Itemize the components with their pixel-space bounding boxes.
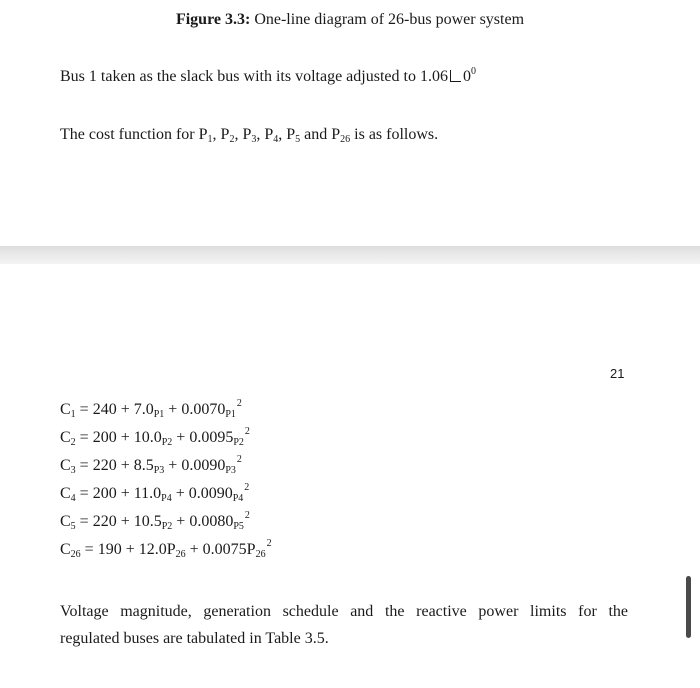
caption-label: Figure 3.3: — [175, 11, 251, 28]
caption-text: One-line diagram of 26-bus power system — [250, 11, 525, 28]
figure-caption — [0, 11, 700, 29]
closing-paragraph: Voltage magnitude, generation schedule and the reactive power limits for the regulated buses are tabulated in Table 3.5. — [60, 603, 628, 647]
cost-equation: $C2 = 200 + 10.0P2 + 0.0095P2^2$ — [60, 426, 250, 448]
top-page — [0, 0, 700, 246]
cost-equation: $C3 = 220 + 8.5P3 + 0.0090P3^2$ — [60, 454, 242, 476]
page-separator — [0, 246, 700, 264]
page-number: 21 — [610, 366, 625, 381]
cost-equations — [60, 396, 272, 564]
cost-equation: $C4 = 200 + 11.0P4 + 0.0090P4^2$ — [60, 482, 250, 504]
scrollbar-thumb[interactable] — [686, 576, 691, 638]
cost-equation: $C1 = 240 + 7.0P1 + 0.0070P1^2$ — [60, 398, 242, 420]
cost-function-intro: The cost function for $P_1$, $P_2$, $P_3$, $P_4$, $P_5$ and $P_{26}$ is as follows. — [60, 126, 439, 145]
angle-symbol-icon — [450, 70, 461, 82]
cost-equation: $C5 = 220 + 10.5P2 + 0.0080P5^2$ — [60, 510, 250, 532]
cost-equation: $C26 = 190 + 12.0P26 + 0.0075P26^2$ — [60, 538, 272, 560]
slack-bus-sentence: Bus 1 taken as the slack bus with its voltage adjusted to 1.06 $0^0$ — [60, 66, 476, 85]
